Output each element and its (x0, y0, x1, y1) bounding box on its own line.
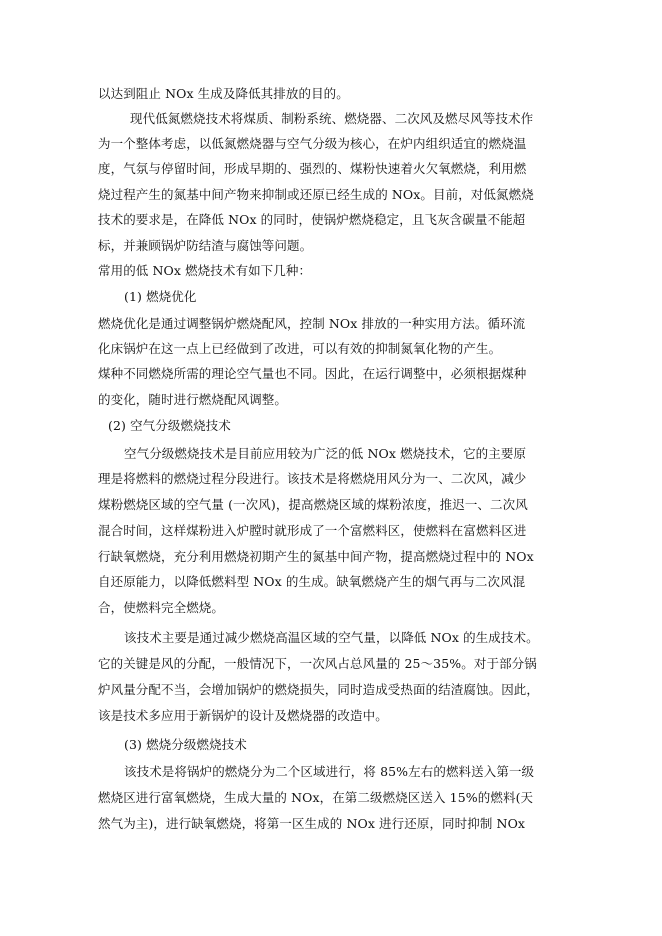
text-line: 行缺氧燃烧，充分利用燃烧初期产生的氮基中间产物，提高燃烧过程中的 NOx (98, 549, 534, 564)
text-line: 为一个整体考虑，以低氮燃烧器与空气分级为核心，在炉内组织适宜的燃烧温 (98, 136, 527, 151)
text-line: 它的关键是风的分配，一般情况下，一次风占总风量的 25～35%。对于部分锅 (98, 656, 537, 671)
text-line: 空气分级燃烧技术是目前应用较为广泛的低 NOx 燃烧技术，它的主要原 (124, 446, 527, 461)
text-line: 混合时间，这样煤粉进入炉膛时就形成了一个富燃料区，使燃料在富燃料区进 (98, 523, 527, 538)
text-line: 现代低氮燃烧技术将煤质、制粉系统、燃烧器、二次风及燃尽风等技术作 (130, 111, 534, 126)
text-line: 度，气氛与停留时间，形成早期的、强烈的、煤粉快速着火欠氧燃烧，利用燃 (98, 161, 527, 176)
text-line: 标，并兼顾锅炉防结渣与腐蚀等问题。 (98, 238, 313, 253)
text-line: 该是技术多应用于新锅炉的设计及燃烧器的改造中。 (98, 708, 388, 723)
text-line: 煤粉燃烧区域的空气量 (一次风)，提高燃烧区域的煤粉浓度，推迟一、二次风 (98, 497, 528, 512)
text-line: 以达到阻止 NOx 生成及降低其排放的目的。 (98, 86, 349, 101)
text-line: 该技术主要是通过减少燃烧高温区域的空气量，以降低 NOx 的生成技术。 (124, 630, 539, 645)
text-line: 自还原能力，以降低燃料型 NOx 的生成。缺氧燃烧产生的烟气再与二次风混 (98, 574, 526, 589)
text-line: 然气为主)，进行缺氧燃烧，将第一区生成的 NOx 进行还原，同时抑制 NOx (98, 816, 526, 831)
text-line: 技术的要求是，在降低 NOx 的同时，使锅炉燃烧稳定，且飞灰含碳量不能超 (98, 212, 526, 227)
text-line: 该技术是将锅炉的燃烧分为二个区域进行，将 85%左右的燃料送入第一级 (124, 764, 535, 779)
text-line: 燃烧优化是通过调整锅炉燃烧配风，控制 NOx 排放的一种实用方法。循环流 (98, 316, 526, 331)
text-line: 煤种不同燃烧所需的理论空气量也不同。因此，在运行调整中，必须根据煤种 (98, 366, 527, 381)
text-line: 化床锅炉在这一点上已经做到了改进，可以有效的抑制氮氧化物的产生。 (98, 341, 502, 356)
text-line: 炉风量分配不当，会增加锅炉的燃烧损失，同时造成受热面的结渣腐蚀。因此， (98, 682, 540, 697)
text-line: 烧过程产生的氮基中间产物来抑制或还原已经生成的 NOx。目前，对低氮燃烧 (98, 187, 534, 202)
text-line: 的变化，随时进行燃烧配风调整。 (98, 392, 288, 407)
text-line: 理是将燃料的燃烧过程分段进行。该技术是将燃烧用风分为一、二次风，减少 (98, 471, 527, 486)
section-heading: (1) 燃烧优化 (124, 289, 197, 304)
text-line: 常用的低 NOx 燃烧技术有如下几种： (98, 263, 312, 278)
section-heading: (3) 燃烧分级燃烧技术 (124, 737, 247, 752)
section-heading: (2) 空气分级燃烧技术 (108, 418, 231, 433)
text-line: 合，使燃料完全燃烧。 (98, 600, 225, 615)
text-line: 燃烧区进行富氧燃烧，生成大量的 NOx，在第二级燃烧区送入 15%的燃料(天 (98, 790, 534, 805)
